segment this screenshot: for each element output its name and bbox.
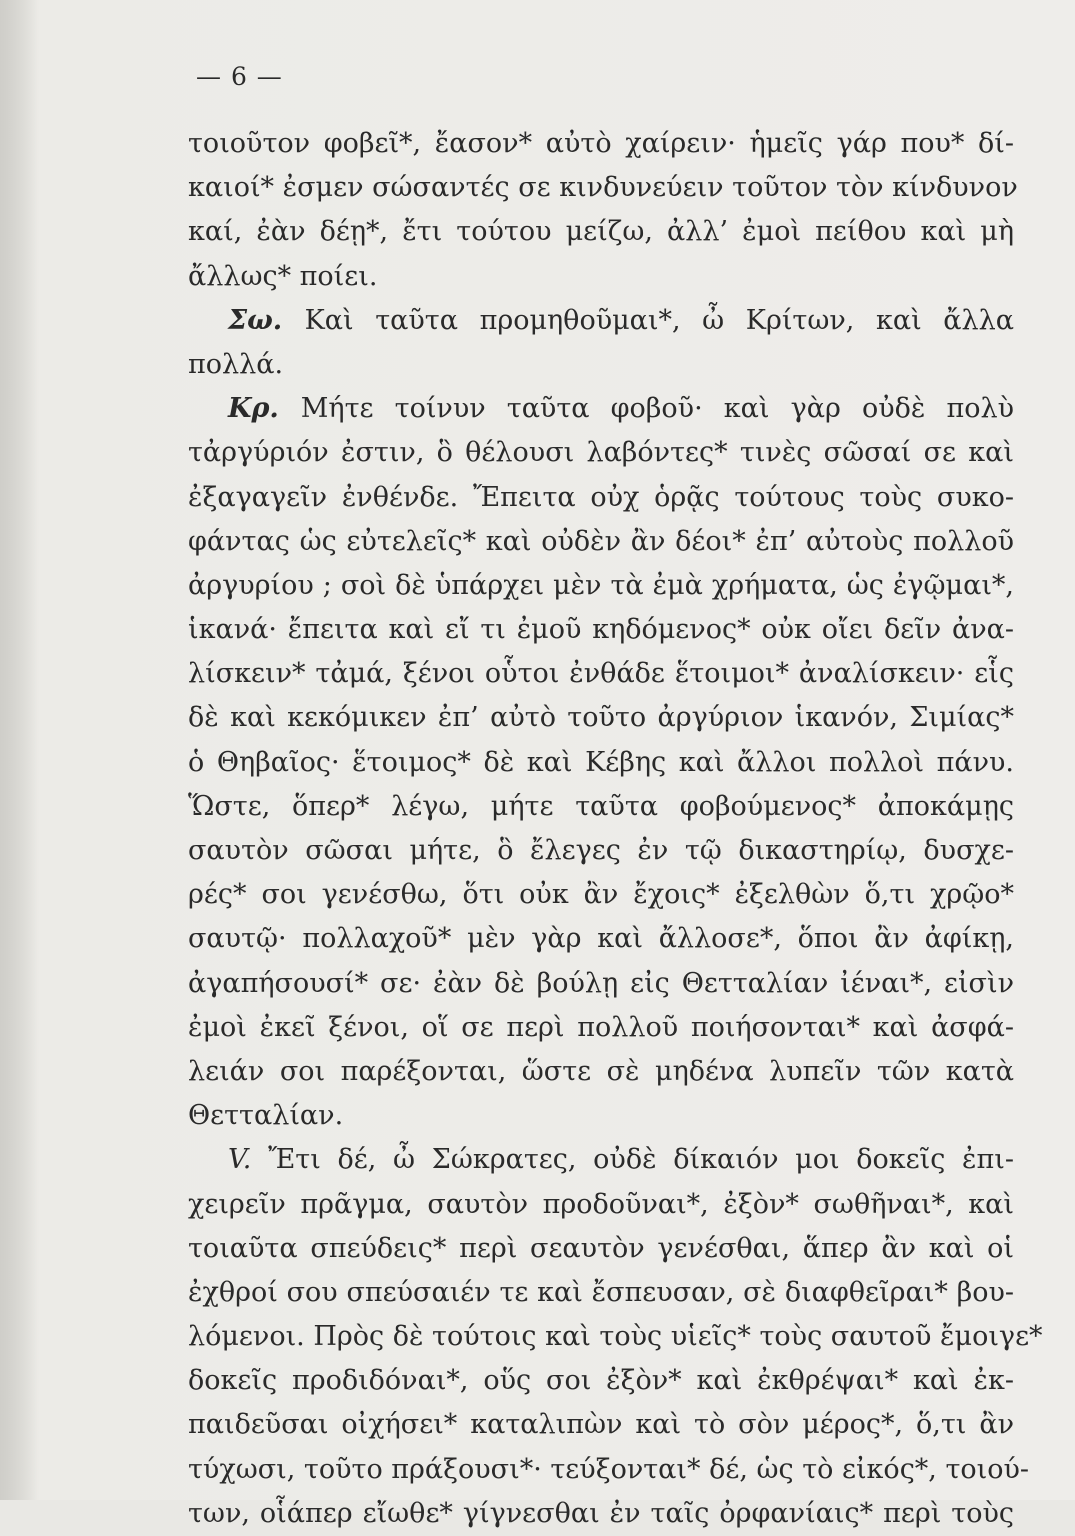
line-text: των, οἷάπερ εἴωθε* γίγνεσθαι ἐν ταῖς ὀρφανίαις* περὶ τοὺς: [188, 1497, 1014, 1529]
line-text: παιδεῦσαι οἰχήσει* καταλιπὼν καὶ τὸ σὸν μέρος*, ὅ,τι ἂν: [188, 1409, 1014, 1441]
text-line: [188, 1050, 1014, 1094]
line-text: ρές* σοι γενέσθω, ὅτι οὐκ ἂν ἔχοις* ἐξελθὼν ὅ,τι χρῷο*: [188, 879, 1014, 911]
text-line: [188, 1315, 1043, 1359]
line-text: Καὶ ταῦτα προμηθοῦμαι*, ὦ Κρίτων, καὶ ἄλλα: [304, 304, 1014, 336]
line-text: ἐχθροί σου σπεύσαιέν τε καὶ ἔσπευσαν, σὲ διαφθεῖραι* βου-: [188, 1276, 1014, 1308]
text-line: [188, 1448, 1030, 1492]
line-text: φάντας ὡς εὐτελεῖς* καὶ οὐδὲν ἂν δέοι* ἐπ’ αὐτοὺς πολλοῦ: [188, 525, 1014, 557]
section-marker: V.: [228, 1144, 269, 1176]
line-text: πολλά.: [188, 348, 284, 380]
line-text: Μήτε τοίνυν ταῦτα φοβοῦ· καὶ γὰρ οὐδὲ πολὺ: [300, 393, 1014, 425]
line-text: λίσκειν* τἀμά, ξένοι οὗτοι ἐνθάδε ἕτοιμοι* ἀναλίσκειν· εἷς: [188, 658, 1014, 690]
line-text: τἀργύριόν ἐστιν, ὃ θέλουσι λαβόντες* τινὲς σῶσαί σε καὶ: [188, 437, 1014, 469]
text-line: [188, 520, 1014, 564]
text-line: [188, 343, 1014, 387]
line-text: καιοί* ἐσμεν σώσαντές σε κινδυνεύειν τοῦτον τὸν κίνδυνον: [188, 172, 1018, 204]
main-text: [188, 122, 1043, 1536]
line-text: Ὥστε, ὅπερ* λέγω, μήτε ταῦτα φοβούμενος* ἀποκάμῃς: [188, 790, 1014, 822]
page-number: — 6 —: [196, 62, 283, 91]
line-text: ἱκανά· ἔπειτα καὶ εἴ τι ἐμοῦ κηδόμενος* οὐκ οἴει δεῖν ἀνα-: [188, 614, 1014, 646]
line-text: ἀργυρίου ; σοὶ δὲ ὑπάρχει μὲν τὰ ἐμὰ χρήματα, ὡς ἐγῷμαι*,: [188, 569, 1014, 601]
line-text: ἐξαγαγεῖν ἐνθένδε. Ἔπειτα οὐχ ὁρᾷς τούτους τοὺς συκο-: [188, 481, 1014, 513]
text-line: [188, 255, 1014, 299]
text-line: [188, 166, 1018, 210]
text-line: [188, 873, 1014, 917]
text-line: [188, 917, 1014, 961]
line-text: τύχωσι, τοῦτο πράξουσι*· τεύξονται* δέ, ὡς τὸ εἰκός*, τοιού-: [188, 1453, 1030, 1485]
line-text: σαυτὸν σῶσαι μήτε, ὃ ἔλεγες ἐν τῷ δικαστηρίῳ, δυσχε-: [188, 835, 1014, 866]
text-line: [188, 1227, 1014, 1271]
text-line: [188, 608, 1014, 652]
line-text: δὲ καὶ κεκόμικεν ἐπ’ αὐτὸ τοῦτο ἀργύριον ἱκανόν, Σιμίας*: [188, 702, 1014, 734]
text-line: [188, 431, 1014, 475]
text-line: [188, 962, 1014, 1006]
text-line: [188, 564, 1014, 608]
text-line: [188, 785, 1014, 829]
line-text: καί, ἐὰν δέῃ*, ἔτι τούτου μείζω, ἀλλ’ ἐμοὶ πείθου καὶ μὴ: [188, 216, 1014, 248]
text-line: [188, 122, 1014, 166]
text-line: [188, 1492, 1014, 1536]
line-text: τοιοῦτον φοβεῖ*, ἔασον* αὐτὸ χαίρειν· ἡμεῖς γάρ που* δί-: [188, 128, 1014, 159]
line-text: ὁ Θηβαῖος· ἕτοιμος* δὲ καὶ Κέβης καὶ ἄλλοι πολλοὶ πάνυ.: [188, 746, 1014, 778]
speaker-label: Κρ.: [228, 393, 301, 425]
line-text: λόμενοι. Πρὸς δὲ τούτοις καὶ τοὺς υἱεῖς* τοὺς σαυτοῦ ἔμοιγε*: [188, 1321, 1043, 1353]
text-line: [188, 387, 1014, 431]
text-line: [188, 1271, 1014, 1315]
line-text: ἀγαπήσουσί* σε· ἐὰν δὲ βούλῃ εἰς Θετταλίαν ἰέναι*, εἰσὶν: [188, 967, 1014, 999]
text-line: [188, 1006, 1014, 1050]
text-line: [188, 741, 1014, 785]
text-line: [188, 299, 1014, 343]
line-text: Ἔτι δέ, ὦ Σώκρατες, οὐδὲ δίκαιόν μοι δοκεῖς ἐπι-: [268, 1144, 1014, 1176]
speaker-label: Σω.: [228, 304, 305, 336]
line-text: λειάν σοι παρέξονται, ὥστε σὲ μηδένα λυπεῖν τῶν κατὰ: [188, 1055, 1014, 1087]
line-text: ἄλλως* ποίει.: [188, 260, 378, 292]
line-text: Θετταλίαν.: [188, 1100, 344, 1132]
text-line: [188, 1359, 1014, 1403]
text-line: [188, 829, 1014, 873]
text-line: [188, 476, 1014, 520]
line-text: σαυτῷ· πολλαχοῦ* μὲν γὰρ καὶ ἄλλοσε*, ὅποι ἂν ἀφίκῃ,: [188, 923, 1014, 955]
line-text: δοκεῖς προδιδόναι*, οὕς σοι ἐξὸν* καὶ ἐκθρέψαι* καὶ ἐκ-: [188, 1365, 1014, 1397]
text-line: [188, 696, 1014, 740]
line-text: ἐμοὶ ἐκεῖ ξένοι, οἵ σε περὶ πολλοῦ ποιήσονται* καὶ ἀσφά-: [188, 1011, 1014, 1043]
line-text: χειρεῖν πρᾶγμα, σαυτὸν προδοῦναι*, ἐξὸν* σωθῆναι*, καὶ: [188, 1188, 1014, 1220]
text-line: [188, 1403, 1014, 1447]
text-line: [188, 1138, 1014, 1182]
text-line: [188, 210, 1014, 254]
binding-shadow: [0, 0, 38, 1500]
line-text: τοιαῦτα σπεύδεις* περὶ σεαυτὸν γενέσθαι, ἅπερ ἂν καὶ οἱ: [188, 1232, 1014, 1264]
text-line: [188, 1094, 1014, 1138]
text-line: [188, 652, 1014, 696]
text-line: [188, 1183, 1014, 1227]
